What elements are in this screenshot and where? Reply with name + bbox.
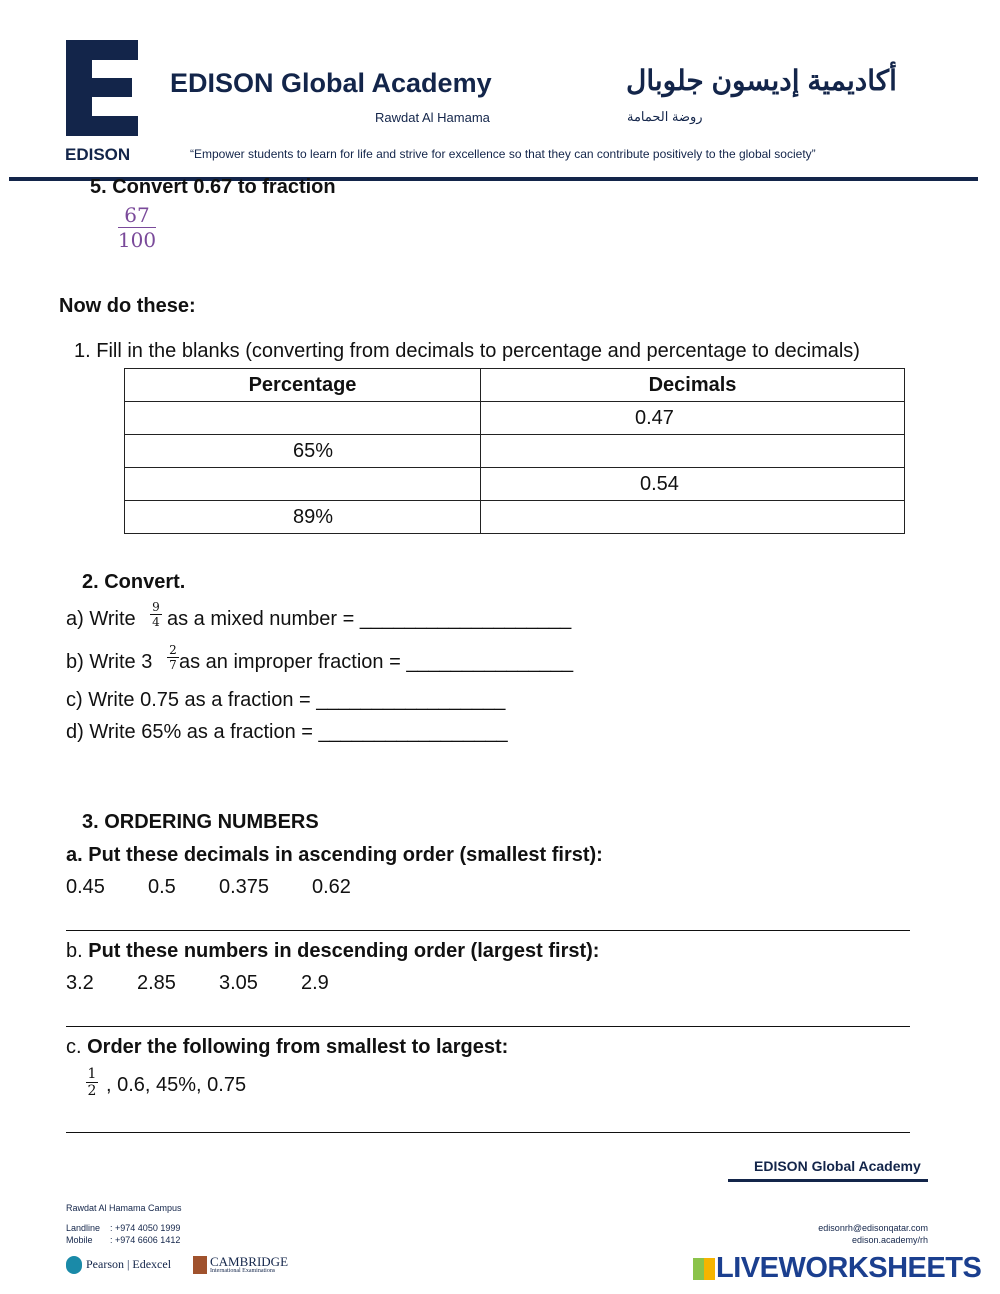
pearson-edexcel: Pearson | Edexcel: [86, 1257, 172, 1271]
q3c-fraction: [86, 1066, 98, 1099]
denominator: 4: [152, 615, 160, 629]
q3b-number: 3.05: [219, 972, 258, 994]
percentage-cell[interactable]: 65%: [125, 435, 481, 468]
q2c-answer[interactable]: c) Write 0.75 as a fraction = _________________: [66, 689, 506, 711]
decimal-cell[interactable]: [481, 501, 905, 534]
q5-answer-fraction: [118, 203, 156, 252]
table-row: [125, 468, 905, 501]
footer-email[interactable]: edisonrh@edisonqatar.com: [818, 1223, 928, 1233]
q5-title: 5. Convert 0.67 to fraction: [90, 176, 336, 198]
footer-divider: [728, 1179, 928, 1182]
cambridge-subtitle: International Examinations: [210, 1268, 276, 1274]
q3b-title: Put these numbers in descending order (largest first):: [88, 940, 600, 962]
footer-landline: Landline : +974 4050 1999: [66, 1223, 181, 1233]
percentage-cell[interactable]: [125, 402, 481, 435]
arabic-campus-name: روضة الحمامة: [627, 109, 703, 124]
footer-website[interactable]: edison.academy/rh: [851, 1235, 928, 1245]
q3c-prefix: c.: [66, 1036, 88, 1058]
footer-school-name: EDISON Global Academy: [754, 1158, 921, 1174]
denominator: 100: [117, 228, 157, 252]
edison-logo-icon: [66, 40, 138, 136]
q3b-heading: [66, 940, 599, 963]
q3a-number: 0.62: [312, 876, 351, 898]
pearson-logo-icon: [66, 1256, 82, 1274]
numerator: 67: [124, 203, 150, 227]
numerator: 1: [87, 1066, 97, 1082]
school-name: EDISON Global Academy: [170, 68, 492, 98]
numerator: 2: [169, 643, 177, 657]
cambridge-name: CAMBRIDGE: [210, 1254, 289, 1269]
arabic-school-name: أكاديمية إديسون جلوبال: [626, 65, 897, 96]
q3c-values: , 0.6, 45%, 0.75: [106, 1074, 247, 1096]
q3b-number: 2.85: [137, 972, 176, 994]
denominator: 2: [87, 1083, 97, 1099]
motto: “Empower students to learn for life and strive for excellence so that they can contribute positively to the global society”: [190, 147, 816, 161]
decimal-cell[interactable]: [481, 435, 905, 468]
footer-campus: Rawdat Al Hamama Campus: [66, 1203, 182, 1213]
q2d-answer[interactable]: d) Write 65% as a fraction = _________________: [66, 721, 508, 743]
q3b-answer-line[interactable]: [66, 1026, 910, 1027]
q3c-title: Order the following from smallest to largest:: [87, 1036, 509, 1058]
q3a-number: 0.5: [148, 876, 176, 898]
q2b-fraction: [167, 643, 179, 672]
logo-wordmark: EDISON: [65, 145, 131, 164]
q1-title: 1. Fill in the blanks (converting from decimals to percentage and percentage to decimals): [74, 340, 860, 362]
q3a-number: 0.375: [219, 876, 270, 898]
q2a-answer[interactable]: as a mixed number = ___________________: [167, 608, 572, 630]
q3a-answer-line[interactable]: [66, 930, 910, 931]
liveworksheets-brand[interactable]: LIVEWORKSHEETS: [716, 1252, 982, 1284]
q3a-number: 0.45: [66, 876, 105, 898]
q2b-prefix: b) Write 3: [66, 651, 153, 673]
q3a-title: a. Put these decimals in ascending order (smallest first):: [66, 844, 603, 866]
table-row: [125, 501, 905, 534]
campus-name: Rawdat Al Hamama: [375, 110, 490, 125]
denominator: 7: [169, 658, 177, 672]
q2a-fraction: [150, 600, 162, 629]
percentage-cell[interactable]: [125, 468, 481, 501]
header-decimals: Decimals: [481, 369, 905, 402]
table-row: [125, 435, 905, 468]
conversion-table: [124, 368, 905, 534]
footer-mobile: Mobile : +974 6606 1412: [66, 1235, 181, 1245]
q2-title: 2. Convert.: [82, 571, 186, 593]
decimal-cell[interactable]: 0.54: [481, 468, 905, 501]
percentage-cell[interactable]: 89%: [125, 501, 481, 534]
header-percentage: Percentage: [125, 369, 481, 402]
liveworksheets-logo-icon: [693, 1258, 715, 1280]
now-heading: Now do these:: [59, 295, 196, 317]
decimal-cell[interactable]: 0.47: [481, 402, 905, 435]
q3c-answer-line[interactable]: [66, 1132, 910, 1133]
table-row: [125, 402, 905, 435]
table-header-row: [125, 369, 905, 402]
q2a-prefix: a) Write: [66, 608, 136, 630]
cambridge-crest-icon: [193, 1256, 207, 1274]
q3b-number: 2.9: [301, 972, 329, 994]
q3b-prefix: b.: [66, 940, 89, 962]
numerator: 9: [152, 600, 160, 614]
q3-title: 3. ORDERING NUMBERS: [82, 811, 319, 833]
q3b-number: 3.2: [66, 972, 94, 994]
q3c-heading: [66, 1036, 508, 1059]
q2b-answer[interactable]: as an improper fraction = _______________: [179, 651, 574, 673]
